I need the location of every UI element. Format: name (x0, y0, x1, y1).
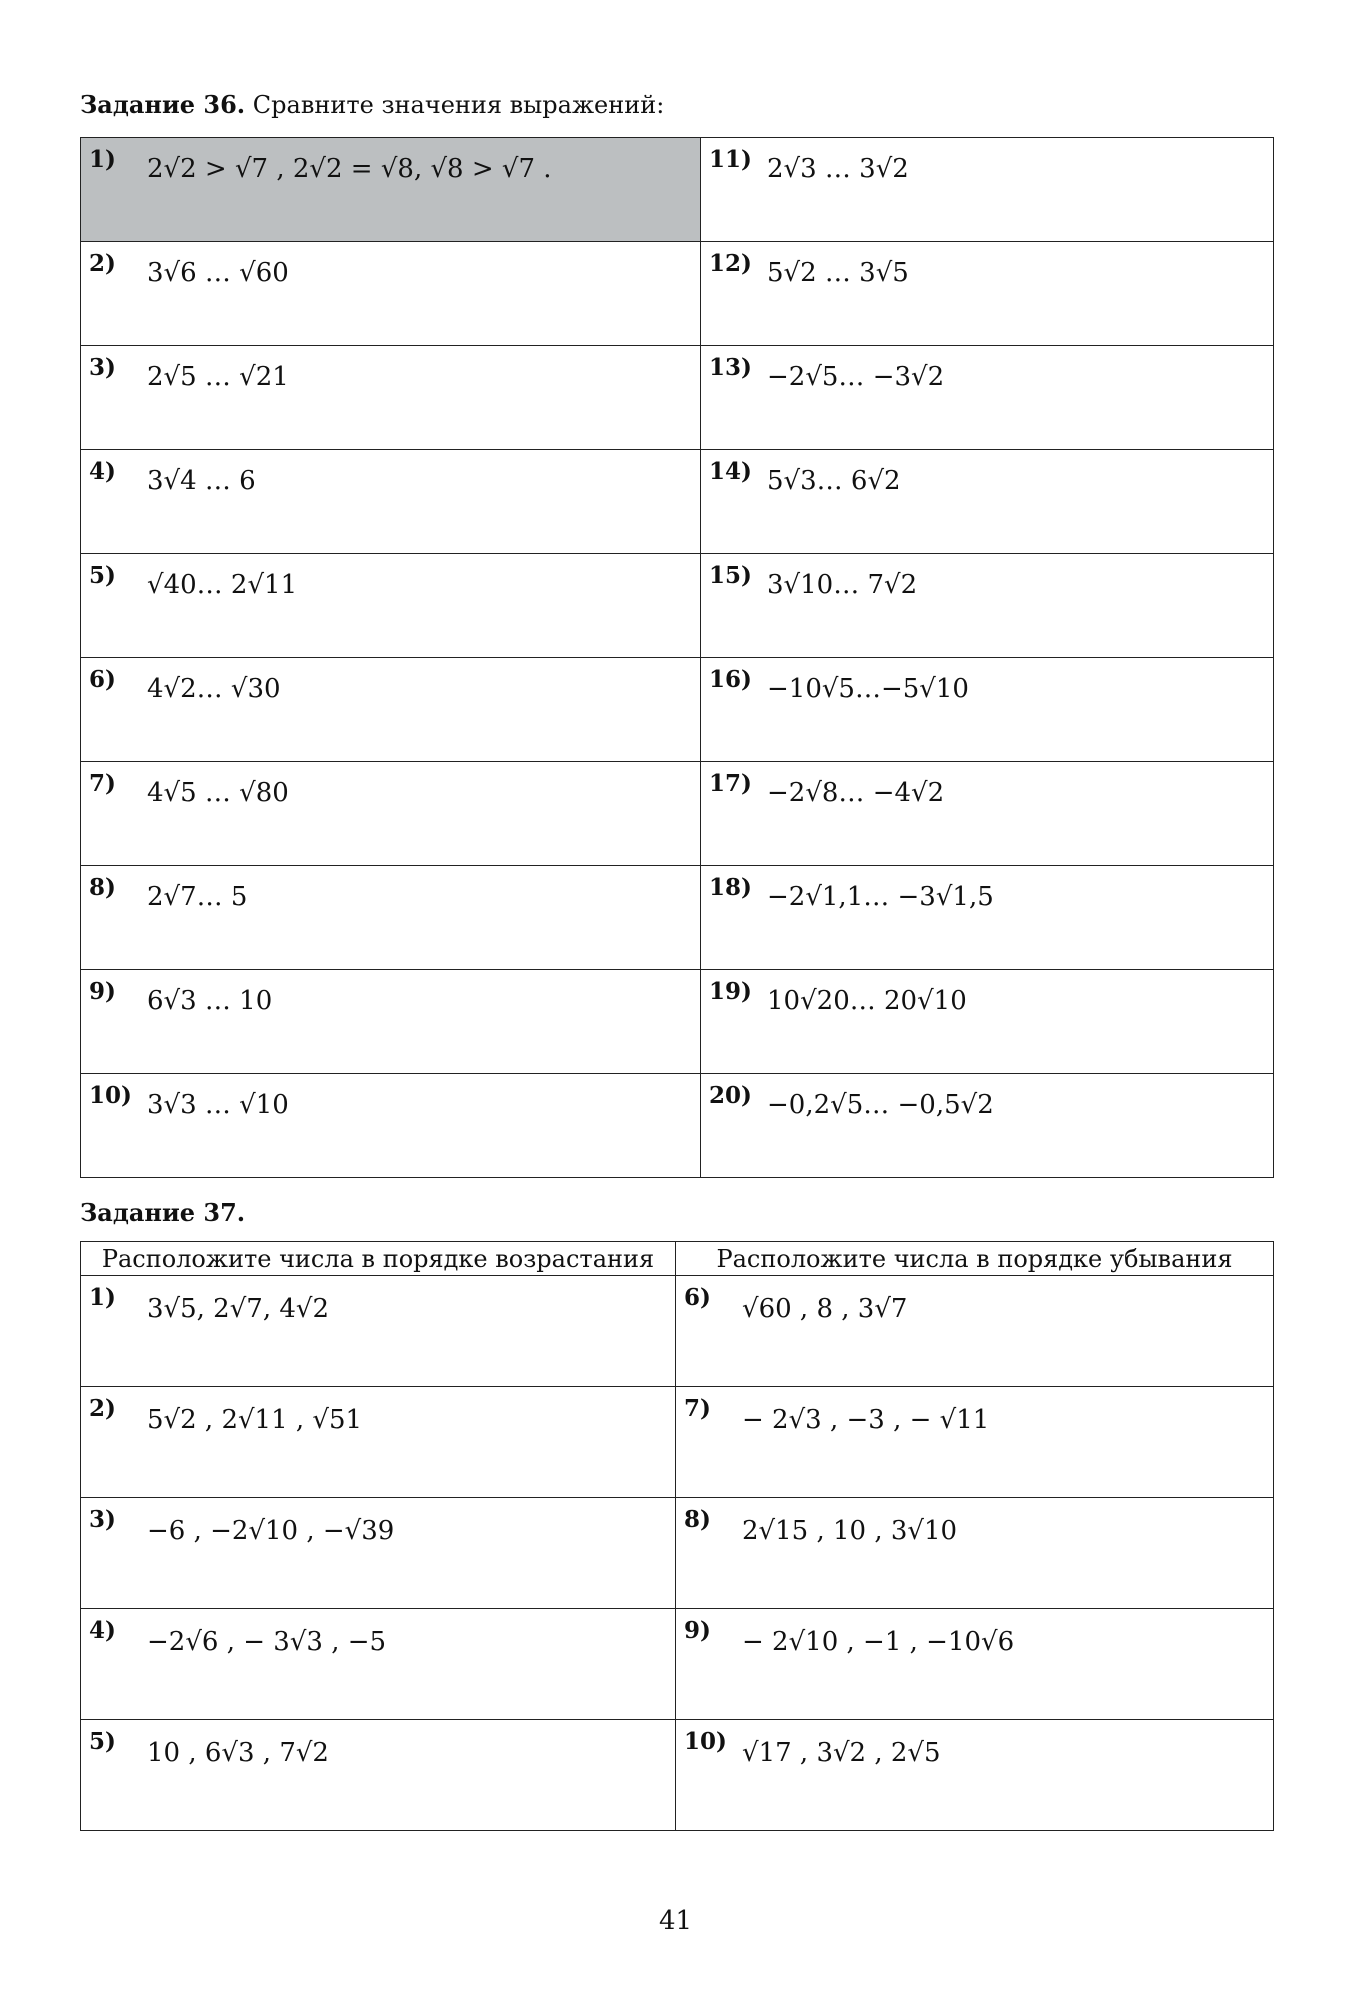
number-list: 5√2 , 2√11 , √51 (147, 1405, 363, 1435)
comparison-expression: −2√1,1… −3√1,5 (767, 882, 994, 912)
comparison-expression: 5√3… 6√2 (767, 466, 901, 496)
item-number: 4) (89, 1617, 116, 1644)
item-number: 17) (709, 770, 752, 797)
item-number: 12) (709, 250, 752, 277)
number-list: −2√6 , − 3√3 , −5 (147, 1627, 387, 1657)
task36-cell-9 (81, 970, 701, 1074)
table-row (81, 346, 1274, 450)
task37-heading (80, 1198, 245, 1228)
comparison-expression: √40… 2√11 (147, 570, 298, 600)
number-list: 3√5, 2√7, 4√2 (147, 1294, 330, 1324)
task37-table (80, 1241, 1274, 1831)
item-number: 3) (89, 354, 116, 381)
number-list: √17 , 3√2 , 2√5 (742, 1738, 941, 1768)
task37-title: Задание 37. (80, 1198, 246, 1227)
comparison-expression: 3√4 … 6 (147, 466, 256, 496)
table-row (81, 866, 1274, 970)
task36-cell-12 (701, 242, 1274, 346)
item-number: 8) (684, 1506, 711, 1533)
item-number: 9) (684, 1617, 711, 1644)
task37-cell-3 (81, 1498, 676, 1609)
item-number: 10) (684, 1728, 727, 1755)
task36-cell-17 (701, 762, 1274, 866)
task36-cell-19 (701, 970, 1274, 1074)
table-row (81, 970, 1274, 1074)
comparison-expression: 5√2 … 3√5 (767, 258, 909, 288)
item-number: 18) (709, 874, 752, 901)
item-number: 10) (89, 1082, 132, 1109)
comparison-expression: −0,2√5… −0,5√2 (767, 1090, 994, 1120)
item-number: 13) (709, 354, 752, 381)
comparison-expression: 2√5 … √21 (147, 362, 289, 392)
task36-cell-18 (701, 866, 1274, 970)
table-row (81, 242, 1274, 346)
task37-cell-8 (676, 1498, 1274, 1609)
item-number: 1) (89, 146, 116, 173)
task37-cell-4 (81, 1609, 676, 1720)
table-row (81, 1720, 1274, 1831)
item-number: 5) (89, 1728, 116, 1755)
item-number: 14) (709, 458, 752, 485)
item-number: 7) (89, 770, 116, 797)
item-number: 16) (709, 666, 752, 693)
table-row (81, 1498, 1274, 1609)
task36-cell-8 (81, 866, 701, 970)
task36-cell-4 (81, 450, 701, 554)
task36-heading (80, 90, 664, 120)
comparison-expression: 3√6 … √60 (147, 258, 289, 288)
table-row (81, 138, 1274, 242)
item-number: 19) (709, 978, 752, 1005)
task36-cell-16 (701, 658, 1274, 762)
table-row (81, 762, 1274, 866)
item-number: 11) (709, 146, 752, 173)
item-number: 2) (89, 250, 116, 277)
comparison-expression: −2√5… −3√2 (767, 362, 945, 392)
task36-cell-13 (701, 346, 1274, 450)
task36-cell-11 (701, 138, 1274, 242)
task36-cell-20 (701, 1074, 1274, 1178)
comparison-expression: 10√20… 20√10 (767, 986, 967, 1016)
task37-cell-6 (676, 1276, 1274, 1387)
task36-cell-1 (81, 138, 701, 242)
comparison-expression: −10√5…−5√10 (767, 674, 969, 704)
comparison-expression: −2√8… −4√2 (767, 778, 945, 808)
example-answer: 2√2 > √7 , 2√2 = √8, √8 > √7 . (147, 154, 552, 184)
comparison-expression: 2√3 … 3√2 (767, 154, 909, 184)
item-number: 3) (89, 1506, 116, 1533)
comparison-expression: 4√5 … √80 (147, 778, 289, 808)
task36-cell-14 (701, 450, 1274, 554)
item-number: 6) (89, 666, 116, 693)
header-descending: Расположите числа в порядке убывания (676, 1242, 1274, 1276)
task36-cell-15 (701, 554, 1274, 658)
item-number: 6) (684, 1284, 711, 1311)
task36-cell-5 (81, 554, 701, 658)
item-number: 4) (89, 458, 116, 485)
comparison-expression: 2√7… 5 (147, 882, 248, 912)
number-list: 2√15 , 10 , 3√10 (742, 1516, 958, 1546)
task37-cell-1 (81, 1276, 676, 1387)
item-number: 5) (89, 562, 116, 589)
task37-cell-5 (81, 1720, 676, 1831)
header-ascending: Расположите числа в порядке возрастания (81, 1242, 676, 1276)
item-number: 8) (89, 874, 116, 901)
task36-cell-6 (81, 658, 701, 762)
task36-cell-7 (81, 762, 701, 866)
comparison-expression: 4√2… √30 (147, 674, 281, 704)
table-row (81, 658, 1274, 762)
number-list: 10 , 6√3 , 7√2 (147, 1738, 329, 1768)
item-number: 2) (89, 1395, 116, 1422)
table-row (81, 1609, 1274, 1720)
number-list: − 2√3 , −3 , − √11 (742, 1405, 990, 1435)
table-row (81, 450, 1274, 554)
comparison-expression: 3√3 … √10 (147, 1090, 289, 1120)
comparison-expression: 6√3 … 10 (147, 986, 273, 1016)
table-row (81, 1387, 1274, 1498)
comparison-expression: 3√10… 7√2 (767, 570, 918, 600)
task36-title-text: Сравните значения выражений: (252, 91, 665, 119)
task36-cell-2 (81, 242, 701, 346)
task36-title-bold: Задание 36. (80, 90, 246, 119)
item-number: 7) (684, 1395, 711, 1422)
item-number: 15) (709, 562, 752, 589)
item-number: 20) (709, 1082, 752, 1109)
number-list: − 2√10 , −1 , −10√6 (742, 1627, 1015, 1657)
task37-cell-10 (676, 1720, 1274, 1831)
number-list: √60 , 8 , 3√7 (742, 1294, 908, 1324)
task36-cell-10 (81, 1074, 701, 1178)
item-number: 9) (89, 978, 116, 1005)
table-row (81, 1276, 1274, 1387)
page-number: 41 (658, 1906, 693, 1936)
task37-cell-2 (81, 1387, 676, 1498)
task37-cell-7 (676, 1387, 1274, 1498)
table-header-row (81, 1242, 1274, 1276)
task36-cell-3 (81, 346, 701, 450)
task37-cell-9 (676, 1609, 1274, 1720)
item-number: 1) (89, 1284, 116, 1311)
table-row (81, 554, 1274, 658)
number-list: −6 , −2√10 , −√39 (147, 1516, 395, 1546)
task36-table (80, 137, 1274, 1178)
table-row (81, 1074, 1274, 1178)
